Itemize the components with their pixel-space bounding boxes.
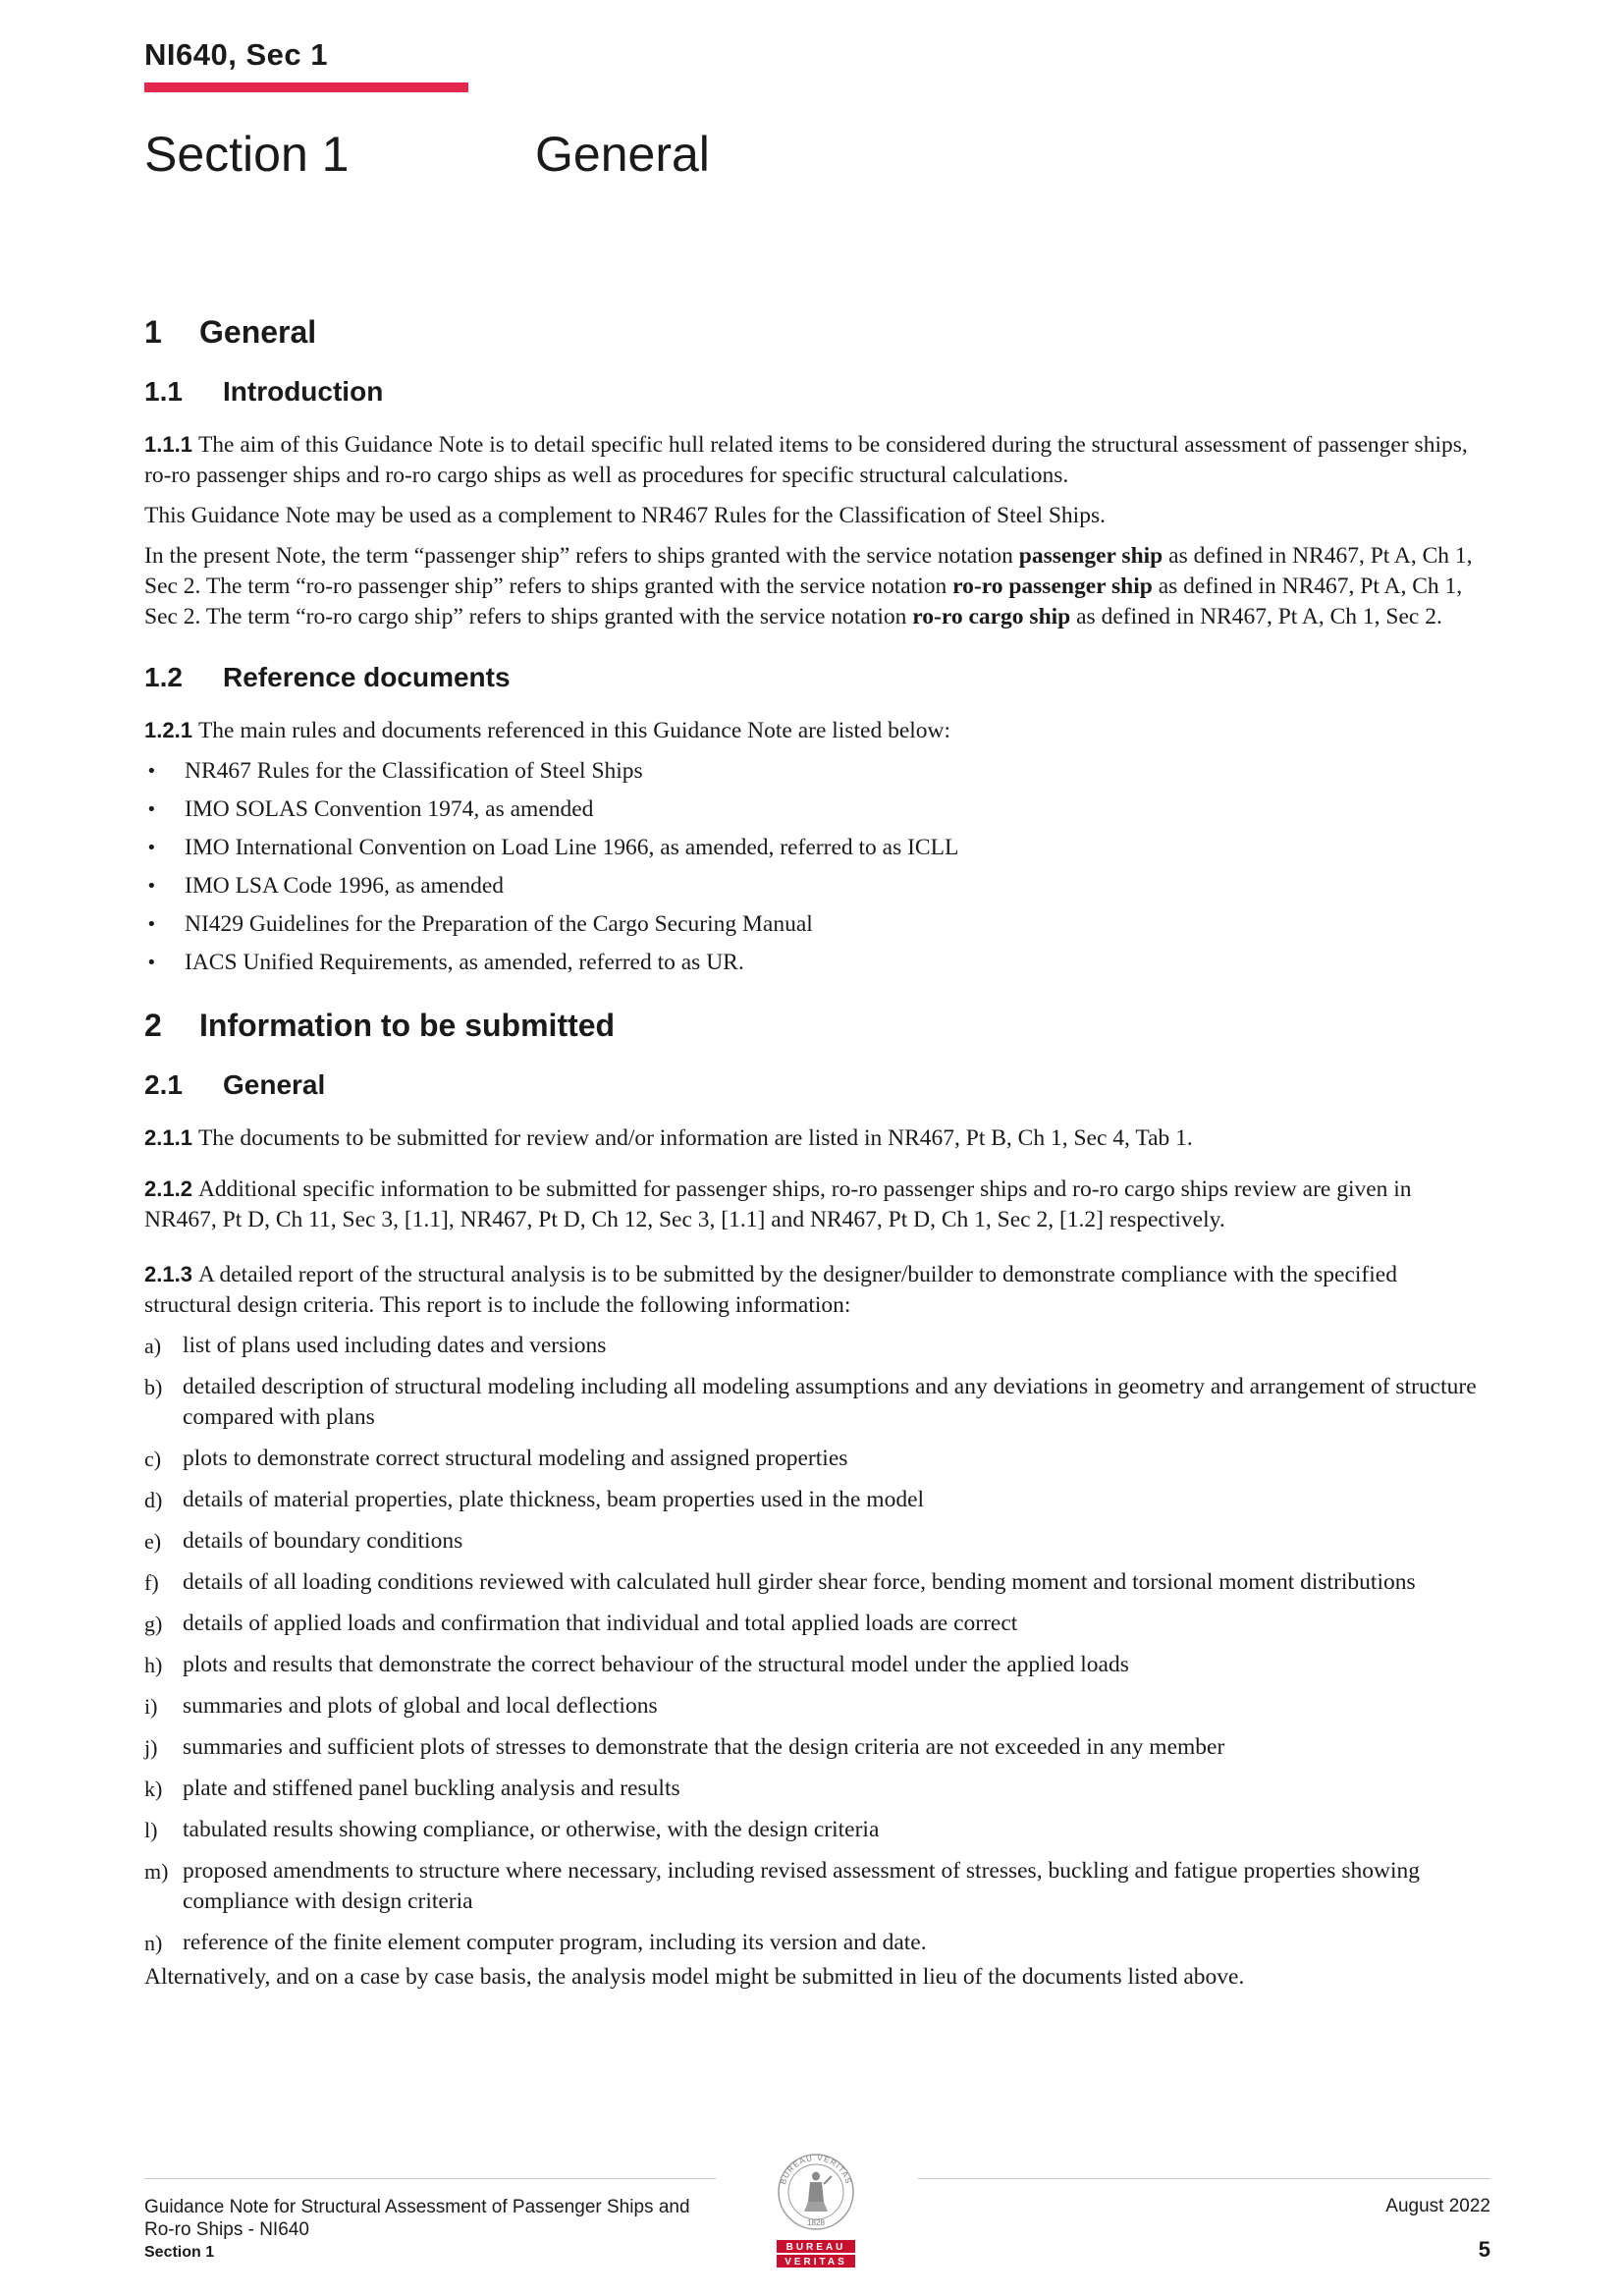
report-contents-list (144, 1331, 1489, 1958)
notation-ro-ro-cargo-ship: ro-ro cargo ship (912, 604, 1071, 629)
list-item-text: reference of the finite element computer program, including its version and date. (183, 1930, 927, 1955)
article-text: The main rules and documents referenced in this Guidance Note are listed below: (197, 718, 951, 743)
list-item (144, 1485, 1489, 1515)
svg-text:BUREAU VERITAS: BUREAU VERITAS (778, 2153, 854, 2186)
list-item-label: h) (144, 1653, 163, 1677)
article-1-2-1 (144, 715, 1489, 746)
list-item (144, 833, 1489, 863)
heading-1-1 (144, 376, 1489, 408)
heading-title: Reference documents (223, 662, 511, 692)
article-text: A detailed report of the structural analysis is to be submitted by the designer/builder to demonstrate compliance with the specified structural design criteria. This report is to include the following information: (144, 1262, 1397, 1318)
list-item (144, 1372, 1489, 1433)
heading-title: General (199, 314, 317, 350)
page-number: 5 (1478, 2237, 1490, 2262)
list-item-label: g) (144, 1612, 163, 1636)
bullet-icon: • (146, 876, 157, 897)
page-body (144, 314, 1489, 2002)
closing-paragraph: Alternatively, and on a case by case basis, the analysis model might be submitted in lieu of the documents listed above. (144, 1964, 1245, 1990)
article-number: 2.1.3 (144, 1262, 192, 1286)
article-number: 1.2.1 (144, 718, 192, 742)
text-run: as defined in NR467, Pt A, Ch 1, Sec 2. (1070, 604, 1442, 629)
text-run: In the present Note, the term “passenger ship” refers to ships granted with the service notation (144, 543, 1019, 569)
article-2-1-3 (144, 1259, 1489, 1321)
bullet-icon: • (146, 761, 157, 782)
list-item-label: f) (144, 1570, 159, 1595)
list-item-text: details of material properties, plate thickness, beam properties used in the model (183, 1487, 925, 1512)
list-item-label: d) (144, 1488, 163, 1512)
section-title: General (535, 127, 710, 182)
list-item (144, 1567, 1489, 1598)
article-text: The aim of this Guidance Note is to detail specific hull related items to be considered during the structural assessment of passenger ships, ro-ro passenger ships and ro-ro cargo ships as well as procedures for specific structural calculations. (144, 432, 1468, 488)
footer-title-line2: Ro-ro Ships - NI640 (144, 2219, 309, 2240)
list-item-text: details of applied loads and confirmation that individual and total applied loads are correct (183, 1611, 1018, 1636)
running-head: NI640, Sec 1 (144, 37, 328, 72)
list-item (144, 1774, 1489, 1804)
list-item-text: details of boundary conditions (183, 1528, 463, 1554)
list-item-text: IACS Unified Requirements, as amended, referred to as UR. (185, 950, 744, 975)
list-item-label: b) (144, 1375, 163, 1399)
list-item-text: summaries and sufficient plots of stresses to demonstrate that the design criteria are not exceeded in any member (183, 1734, 1225, 1760)
list-item-label: i) (144, 1694, 158, 1719)
bullet-icon: • (146, 953, 157, 973)
text-run: as defined in NR467, Pt A, Ch 1, Sec 2. The term “ro-ro cargo ship” refers to ships granted with the service notation (144, 574, 1463, 629)
list-item (144, 794, 1489, 825)
list-item-text: details of all loading conditions reviewed with calculated hull girder shear force, bending moment and torsional moment distributions (183, 1569, 1416, 1595)
list-item (144, 1732, 1489, 1763)
list-item-text: summaries and plots of global and local deflections (183, 1693, 658, 1719)
heading-number: 2 (144, 1008, 162, 1043)
list-item (144, 909, 1489, 940)
reference-list (144, 756, 1489, 978)
article-number: 2.1.2 (144, 1176, 192, 1201)
notation-ro-ro-passenger-ship: ro-ro passenger ship (952, 574, 1153, 599)
section-number: Section 1 (144, 127, 350, 182)
list-item (144, 948, 1489, 978)
article-text: Additional specific information to be submitted for passenger ships, ro-ro passenger ships and ro-ro cargo ships review are given in NR467, Pt D, Ch 11, Sec 3, [1.1], NR467, Pt D, Ch 12, Sec 3, [1.1] and NR467, Pt D, Ch 1, Sec 2, [1.2] respectively. (144, 1176, 1412, 1232)
footer-title-line1: Guidance Note for Structural Assessment of Passenger Ships and (144, 2197, 690, 2217)
list-item (144, 1650, 1489, 1680)
list-item (144, 1526, 1489, 1557)
heading-number: 1.2 (144, 662, 183, 692)
list-item-text: NR467 Rules for the Classification of Steel Ships (185, 758, 643, 784)
heading-title: Introduction (223, 376, 384, 407)
bullet-icon: • (146, 799, 157, 820)
heading-1-2 (144, 662, 1489, 693)
list-item (144, 871, 1489, 902)
svg-text:BUREAU: BUREAU (785, 2242, 846, 2253)
list-item-label: m) (144, 1859, 169, 1884)
notation-passenger-ship: passenger ship (1018, 543, 1163, 569)
list-item-label: n) (144, 1931, 163, 1955)
footer-divider-left (144, 2178, 716, 2179)
bullet-icon: • (146, 914, 157, 935)
list-item-label: c) (144, 1447, 162, 1471)
article-number: 2.1.1 (144, 1125, 192, 1150)
heading-number: 2.1 (144, 1069, 183, 1100)
list-item-text: NI429 Guidelines for the Preparation of the Cargo Securing Manual (185, 911, 813, 937)
heading-1 (144, 314, 1489, 351)
list-item-label: e) (144, 1529, 162, 1554)
footer-document-title (144, 2196, 733, 2264)
list-item (144, 1815, 1489, 1845)
list-item-text: tabulated results showing compliance, or otherwise, with the design criteria (183, 1817, 880, 1842)
list-item-label: a) (144, 1334, 162, 1358)
footer-date: August 2022 (1385, 2196, 1490, 2216)
list-item-text: plots to demonstrate correct structural modeling and assigned properties (183, 1446, 848, 1471)
list-item-text: proposed amendments to structure where necessary, including revised assessment of stresses, buckling and fatigue properties showing compliance with design criteria (183, 1858, 1420, 1914)
list-item-text: IMO SOLAS Convention 1974, as amended (185, 796, 594, 822)
heading-2-1 (144, 1069, 1489, 1101)
list-item-label: k) (144, 1777, 163, 1801)
footer-section: Section 1 (144, 2244, 215, 2261)
list-item-text: plate and stiffened panel buckling analysis and results (183, 1776, 680, 1801)
list-item-text: IMO LSA Code 1996, as amended (185, 873, 505, 899)
heading-title: Information to be submitted (199, 1008, 616, 1043)
svg-text:1828: 1828 (807, 2218, 825, 2227)
svg-text:VERITAS: VERITAS (784, 2257, 847, 2268)
bullet-icon: • (146, 838, 157, 858)
article-number: 1.1.1 (144, 432, 192, 457)
text-run: as defined in NR467, Pt A, Ch 1, Sec 2. The term “ro-ro passenger ship” refers to ships granted with the service notation (144, 543, 1473, 599)
list-item-text: plots and results that demonstrate the correct behaviour of the structural model under the applied loads (183, 1652, 1129, 1677)
heading-title: General (223, 1069, 326, 1100)
list-item-label: j) (144, 1735, 158, 1760)
footer-divider-right (918, 2178, 1490, 2179)
list-item-label: l) (144, 1818, 158, 1842)
paragraph-definitions (144, 541, 1489, 632)
list-item-text: IMO International Convention on Load Line 1966, as amended, referred to as ICLL (185, 835, 959, 860)
list-item (144, 756, 1489, 787)
list-item-text: list of plans used including dates and versions (183, 1333, 607, 1358)
article-1-1-1 (144, 429, 1489, 491)
article-2-1-1 (144, 1122, 1489, 1154)
list-item (144, 1928, 1489, 1958)
list-item (144, 1444, 1489, 1474)
article-2-1-2 (144, 1174, 1489, 1235)
heading-number: 1.1 (144, 376, 183, 407)
list-item (144, 1331, 1489, 1361)
article-text: The documents to be submitted for review and/or information are listed in NR467, Pt B, Ch 1, Sec 4, Tab 1. (197, 1125, 1193, 1151)
heading-number: 1 (144, 314, 162, 350)
list-item-text: detailed description of structural modeling including all modeling assumptions and any deviations in geometry and arrangement of structure compared with plans (183, 1374, 1477, 1430)
list-item (144, 1856, 1489, 1917)
bureau-veritas-logo-icon (767, 2147, 865, 2274)
paragraph: This Guidance Note may be used as a complement to NR467 Rules for the Classification of Steel Ships. (144, 503, 1106, 528)
heading-2 (144, 1008, 1489, 1044)
list-item (144, 1691, 1489, 1722)
list-item (144, 1609, 1489, 1639)
header-accent-bar (144, 82, 468, 92)
